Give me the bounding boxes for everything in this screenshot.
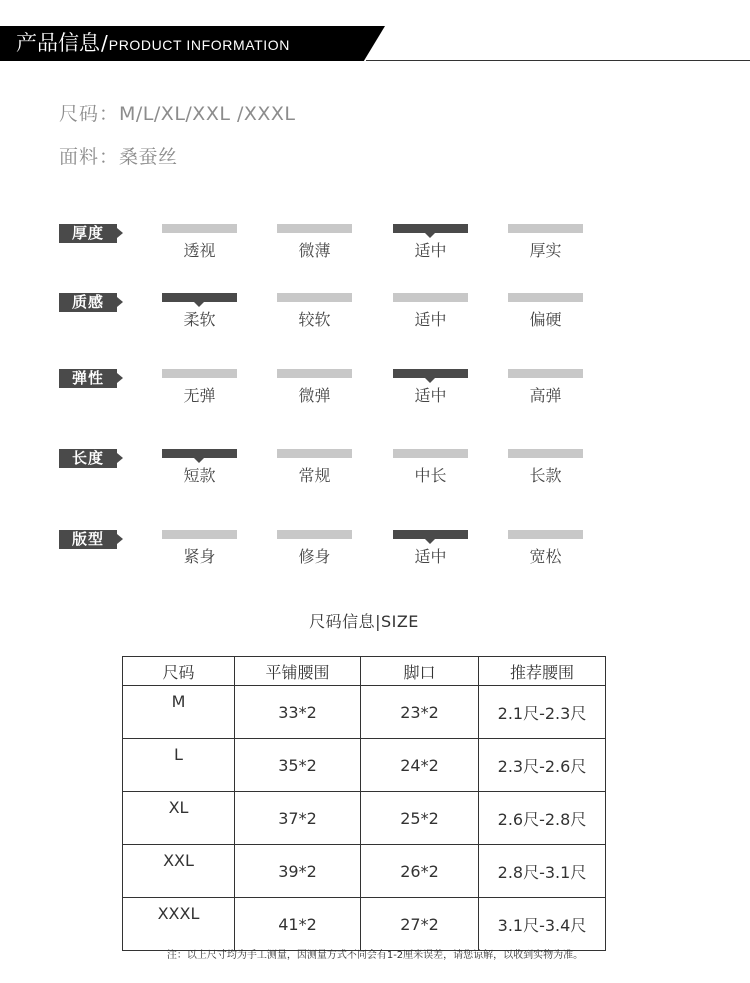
- attribute-option-label: 适中: [414, 241, 447, 260]
- attribute-option: [277, 224, 352, 264]
- attribute-option-label: 适中: [414, 386, 447, 405]
- attribute-row: [0, 530, 750, 570]
- attribute-option-label: 适中: [414, 547, 447, 566]
- level-bar: [508, 293, 583, 302]
- fabric-info-line: [59, 142, 178, 169]
- size-table-cell: 2.8尺-3.1尺: [479, 845, 606, 898]
- size-table-row: [123, 792, 606, 845]
- attribute-option: [508, 449, 583, 489]
- level-bar: [393, 293, 468, 302]
- attribute-option-label: 厚实: [529, 241, 562, 260]
- size-table-header: 尺码: [123, 657, 235, 686]
- size-table-cell: 33*2: [235, 686, 361, 739]
- attribute-option: [508, 530, 583, 570]
- size-table-cell: 25*2: [361, 792, 479, 845]
- size-table-cell: 41*2: [235, 898, 361, 951]
- attribute-row: [0, 293, 750, 333]
- attribute-option-label: 修身: [298, 547, 331, 566]
- size-info-line: [59, 99, 296, 126]
- level-bar: [508, 530, 583, 539]
- level-bar: [277, 530, 352, 539]
- header-title: [16, 26, 290, 61]
- attribute-option-selected: [393, 530, 468, 570]
- size-section-title: 尺码信息|SIZE: [309, 612, 419, 631]
- level-bar: [277, 293, 352, 302]
- attribute-option-selected: [162, 449, 237, 489]
- level-bar-selected: [393, 530, 468, 539]
- attribute-label: 长度: [59, 449, 117, 468]
- attribute-option: [393, 449, 468, 489]
- size-table-cell: 39*2: [235, 845, 361, 898]
- attribute-option: [277, 449, 352, 489]
- level-bar-selected: [162, 293, 237, 302]
- level-bar: [393, 449, 468, 458]
- attribute-option-label: 短款: [183, 466, 216, 485]
- size-table-cell: 35*2: [235, 739, 361, 792]
- size-table-row: [123, 845, 606, 898]
- attribute-option: [162, 224, 237, 264]
- header-rule: [366, 60, 750, 61]
- fabric-info-value: 桑蚕丝: [119, 146, 178, 168]
- level-bar: [277, 449, 352, 458]
- header-separator: /: [101, 31, 108, 55]
- attribute-option-label: 中长: [414, 466, 447, 485]
- attribute-option-label: 偏硬: [529, 310, 562, 329]
- attribute-option-label: 微弹: [298, 386, 331, 405]
- size-table-row: [123, 739, 606, 792]
- attribute-label: 版型: [59, 530, 117, 549]
- size-table-cell: XL: [123, 792, 235, 845]
- size-table-header-row: [123, 657, 606, 686]
- size-table-cell: 2.6尺-2.8尺: [479, 792, 606, 845]
- level-bar: [508, 224, 583, 233]
- attribute-label: 弹性: [59, 369, 117, 388]
- level-bar: [162, 369, 237, 378]
- attribute-option-label: 无弹: [183, 386, 216, 405]
- size-table-cell: 37*2: [235, 792, 361, 845]
- attribute-row: [0, 369, 750, 409]
- attribute-option-selected: [393, 224, 468, 264]
- size-table-row: [123, 686, 606, 739]
- size-table-cell: 2.1尺-2.3尺: [479, 686, 606, 739]
- size-info-value: M/L/XL/XXL /XXXL: [119, 103, 296, 125]
- attribute-option-selected: [393, 369, 468, 409]
- header-title-en: PRODUCT INFORMATION: [108, 37, 290, 53]
- attribute-option-label: 较软: [298, 310, 331, 329]
- level-bar-selected: [162, 449, 237, 458]
- size-table-cell: 24*2: [361, 739, 479, 792]
- size-table-cell: 23*2: [361, 686, 479, 739]
- size-info-label: 尺码：: [59, 103, 120, 125]
- attribute-label: 厚度: [59, 224, 117, 243]
- level-bar: [277, 369, 352, 378]
- attribute-label: 质感: [59, 293, 117, 312]
- attribute-option-label: 宽松: [529, 547, 562, 566]
- attribute-option-label: 紧身: [183, 547, 216, 566]
- level-bar-selected: [393, 369, 468, 378]
- level-bar: [508, 369, 583, 378]
- level-bar: [162, 530, 237, 539]
- level-bar: [508, 449, 583, 458]
- size-table-cell: 2.3尺-2.6尺: [479, 739, 606, 792]
- attribute-option-label: 常规: [298, 466, 331, 485]
- size-table-row: [123, 898, 606, 951]
- size-table-cell: L: [123, 739, 235, 792]
- attribute-option-label: 微薄: [298, 241, 331, 260]
- attribute-option-label: 长款: [529, 466, 562, 485]
- measurement-note: 注：以上尺寸均为手工测量，因测量方式不同会有1-2厘米误差，请您谅解，以收到实物为准。: [166, 950, 584, 961]
- size-table-cell: 27*2: [361, 898, 479, 951]
- level-bar: [162, 224, 237, 233]
- size-table-cell: M: [123, 686, 235, 739]
- size-table-cell: XXXL: [123, 898, 235, 951]
- attribute-row: [0, 224, 750, 264]
- attribute-option: [162, 369, 237, 409]
- level-bar-selected: [393, 224, 468, 233]
- attribute-option: [277, 293, 352, 333]
- size-table-cell: 3.1尺-3.4尺: [479, 898, 606, 951]
- size-table-header: 脚口: [361, 657, 479, 686]
- size-table-header: 平铺腰围: [235, 657, 361, 686]
- size-table-cell: XXL: [123, 845, 235, 898]
- size-table: [122, 656, 606, 951]
- attribute-option-label: 高弹: [529, 386, 562, 405]
- attribute-option: [162, 530, 237, 570]
- size-table-header: 推荐腰围: [479, 657, 606, 686]
- size-table-cell: 26*2: [361, 845, 479, 898]
- attribute-option-label: 柔软: [183, 310, 216, 329]
- attribute-option: [508, 293, 583, 333]
- fabric-info-label: 面料：: [59, 146, 120, 168]
- attribute-option-label: 适中: [414, 310, 447, 329]
- attribute-option: [508, 224, 583, 264]
- attribute-option-label: 透视: [183, 241, 216, 260]
- attribute-option: [277, 530, 352, 570]
- attribute-option: [508, 369, 583, 409]
- level-bar: [277, 224, 352, 233]
- attribute-row: [0, 449, 750, 489]
- attribute-option: [277, 369, 352, 409]
- attribute-option: [393, 293, 468, 333]
- attribute-option-selected: [162, 293, 237, 333]
- header-title-cn: 产品信息: [16, 31, 100, 55]
